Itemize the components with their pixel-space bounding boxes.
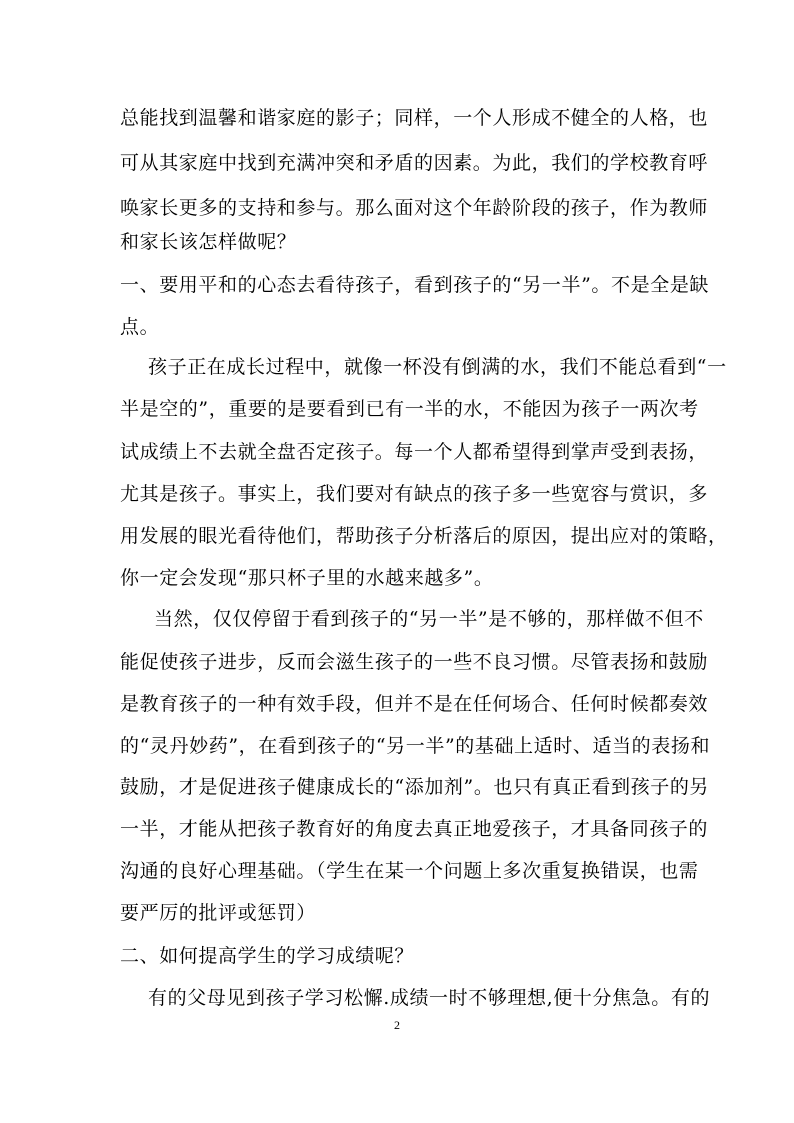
paragraph-line: 唤家长更多的支持和参与。那么面对这个年龄阶段的孩子，作为教师 bbox=[120, 197, 709, 219]
paragraph-line: 尤其是孩子。事实上，我们要对有缺点的孩子多一些宽容与赏识，多 bbox=[120, 483, 709, 505]
paragraph-line: 是教育孩子的一种有效手段，但并不是在任何场合、任何时候都奏效 bbox=[120, 693, 709, 715]
section-heading-1-continued: 点。 bbox=[120, 316, 160, 338]
paragraph-line: 一半，才能从把孩子教育好的角度去真正地爱孩子，才具备同孩子的 bbox=[120, 818, 709, 840]
paragraph-line: 当然，仅仅停留于看到孩子的“另一半”是不够的，那样做不但不 bbox=[154, 608, 704, 630]
paragraph-line: 要严厉的批评或惩罚） bbox=[120, 902, 317, 924]
paragraph-line: 的“灵丹妙药”，在看到孩子的“另一半”的基础上适时、适当的表扬和 bbox=[120, 735, 711, 757]
paragraph-line: 能促使孩子进步，反而会滋生孩子的一些不良习惯。尽管表扬和鼓励 bbox=[120, 651, 709, 673]
paragraph-line: 半是空的”，重要的是要看到已有一半的水，不能因为孩子一两次考 bbox=[120, 398, 699, 420]
paragraph-line: 鼓励，才是促进孩子健康成长的“添加剂”。也只有真正看到孩子的另 bbox=[120, 776, 710, 798]
section-heading-1: 一、要用平和的心态去看待孩子，看到孩子的“另一半”。不是全是缺 bbox=[120, 274, 710, 296]
paragraph-line: 总能找到温馨和谐家庭的影子；同样，一个人形成不健全的人格，也 bbox=[120, 107, 709, 129]
paragraph-line: 和家长该怎样做呢？ bbox=[120, 231, 297, 253]
paragraph-line: 用发展的眼光看待他们，帮助孩子分析落后的原因，提出应对的策略， bbox=[120, 525, 728, 547]
paragraph-line: 孩子正在成长过程中，就像一杯没有倒满的水，我们不能总看到“一 bbox=[148, 356, 727, 378]
page-number: 2 bbox=[394, 1018, 400, 1032]
paragraph-line: 沟通的良好心理基础。（学生在某一个问题上多次重复换错误，也需 bbox=[120, 860, 699, 882]
paragraph-line: 试成绩上不去就全盘否定孩子。每一个人都希望得到掌声受到表扬， bbox=[120, 441, 709, 463]
paragraph-line: 有的父母见到孩子学习松懈.成绩一时不够理想,便十分焦急。有的 bbox=[148, 987, 711, 1009]
paragraph-line: 可从其家庭中找到充满冲突和矛盾的因素。为此，我们的学校教育呼 bbox=[120, 152, 709, 174]
paragraph-line: 你一定会发现“那只杯子里的水越来越多”。 bbox=[120, 567, 494, 589]
section-heading-2: 二、如何提高学生的学习成绩呢？ bbox=[120, 945, 415, 967]
